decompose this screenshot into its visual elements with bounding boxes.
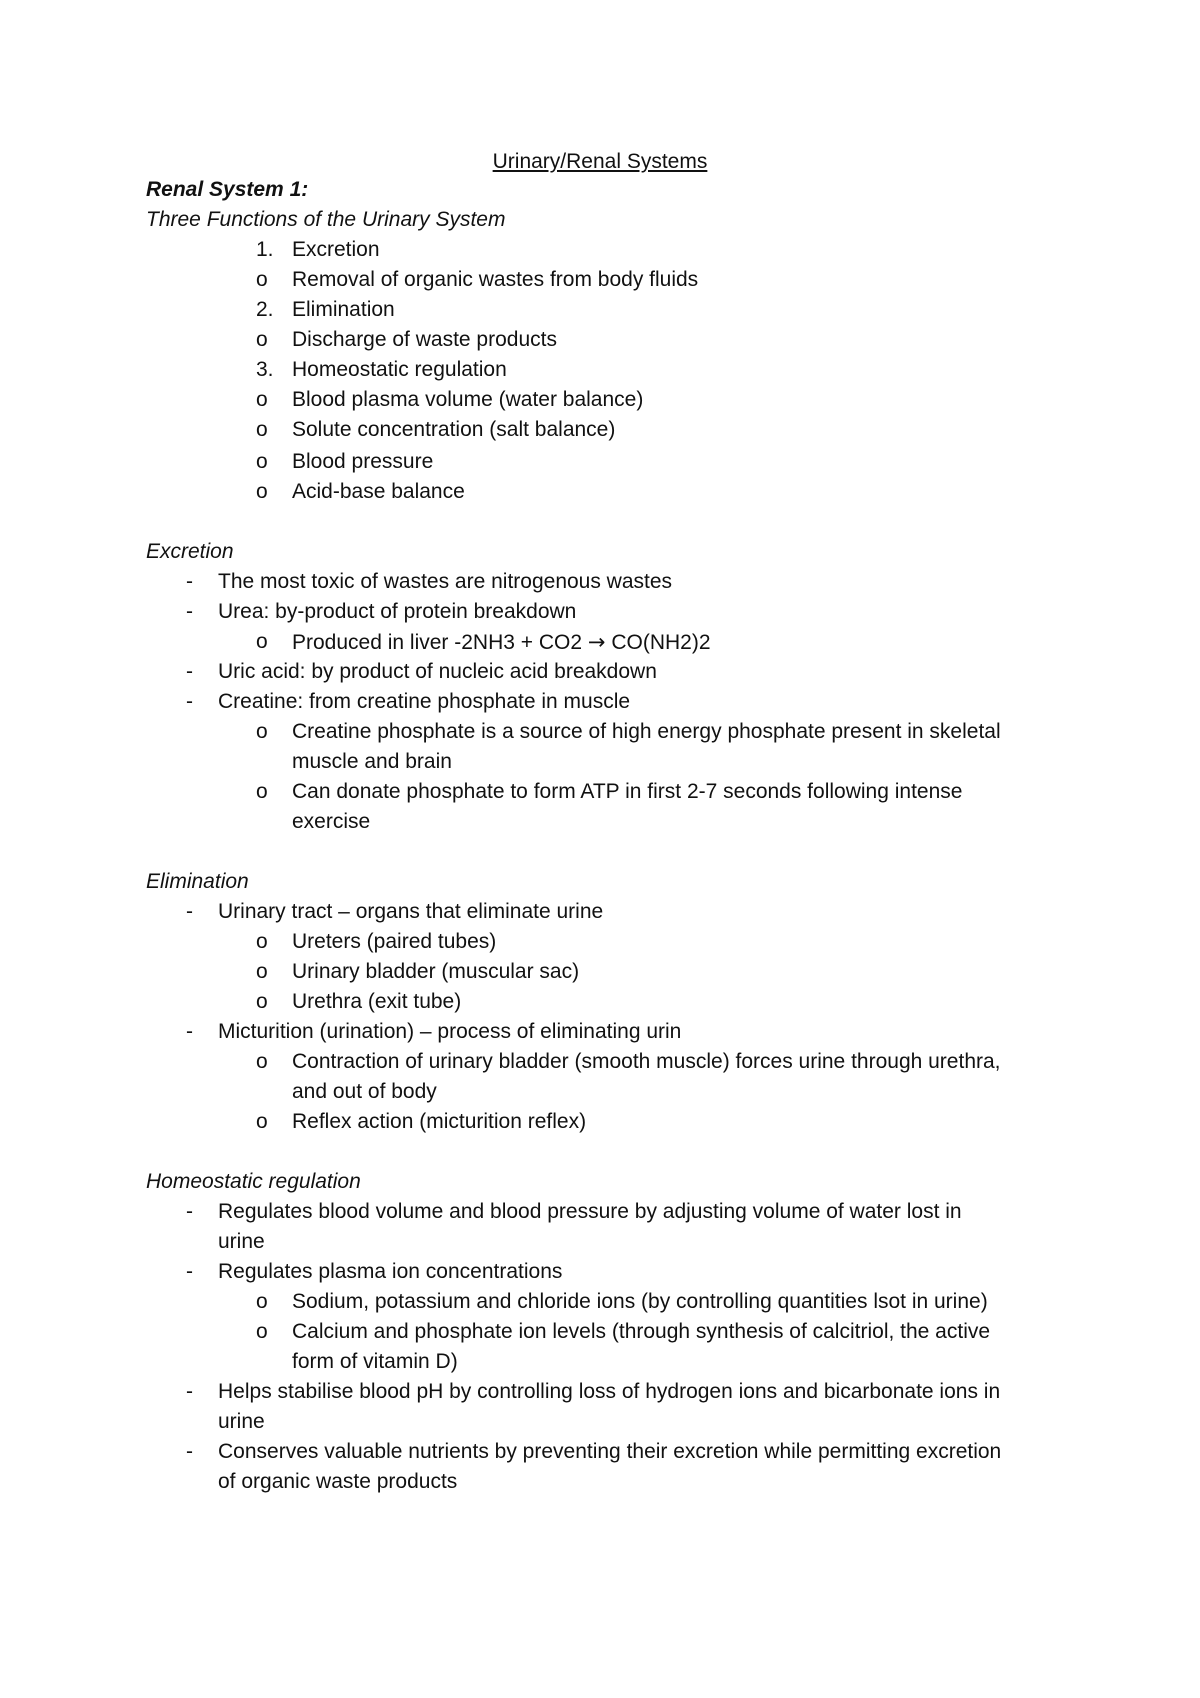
list-marker: o: [256, 388, 268, 411]
list-text: Micturition (urination) – process of eliminating urin: [218, 1020, 682, 1043]
dash-marker: -: [186, 660, 193, 683]
renal-system-heading: Renal System 1:: [146, 178, 309, 201]
list-item: [0, 1017, 1200, 1047]
list-item: [0, 1107, 1200, 1137]
list-text: and out of body: [292, 1080, 437, 1103]
list-marker: 2.: [256, 298, 274, 321]
list-item: [0, 1197, 1200, 1227]
section-heading: [0, 175, 1200, 205]
list-item: [0, 777, 1200, 807]
list-item: [0, 657, 1200, 687]
list-text: Helps stabilise blood pH by controlling loss of hydrogen ions and bicarbonate ions in: [218, 1380, 1001, 1403]
list-item: [0, 295, 1200, 325]
excretion-heading: Excretion: [146, 540, 234, 563]
dash-marker: -: [186, 1020, 193, 1043]
list-text: The most toxic of wastes are nitrogenous wastes: [218, 570, 673, 593]
three-functions-subheading: Three Functions of the Urinary System: [146, 208, 506, 231]
section-subheading: [0, 205, 1200, 235]
list-text: Can donate phosphate to form ATP in first 2-7 seconds following intense: [292, 780, 963, 803]
list-item: [0, 597, 1200, 627]
list-text: urine: [218, 1230, 265, 1253]
list-item: [0, 325, 1200, 355]
dash-marker: -: [186, 1380, 193, 1403]
list-text: Homeostatic regulation: [292, 358, 507, 381]
reaction-product: CO(NH2)2: [611, 631, 711, 654]
list-item-continuation: [0, 1467, 1200, 1497]
list-text: Creatine: from creatine phosphate in muscle: [218, 690, 631, 713]
list-text: Contraction of urinary bladder (smooth muscle) forces urine through urethra,: [292, 1050, 1001, 1073]
dash-marker: -: [186, 1200, 193, 1223]
right-arrow-icon: →: [587, 630, 606, 654]
list-text: Uric acid: by product of nucleic acid breakdown: [218, 660, 657, 683]
elimination-heading: Elimination: [146, 870, 249, 893]
list-item: [0, 1317, 1200, 1347]
list-text: [292, 627, 711, 658]
list-item: [0, 355, 1200, 385]
list-marker: o: [256, 418, 268, 441]
list-text: Blood plasma volume (water balance): [292, 388, 644, 411]
bullet-marker: o: [256, 630, 268, 653]
list-text: form of vitamin D): [292, 1350, 458, 1373]
list-item: [0, 1047, 1200, 1077]
bullet-marker: o: [256, 1050, 268, 1073]
list-item: [0, 447, 1200, 477]
list-item: [0, 1257, 1200, 1287]
bullet-marker: o: [256, 960, 268, 983]
list-text: Urethra (exit tube): [292, 990, 462, 1013]
section-heading: [0, 1167, 1200, 1197]
list-marker: o: [256, 328, 268, 351]
list-text: urine: [218, 1410, 265, 1433]
list-item: [0, 927, 1200, 957]
dash-marker: -: [186, 570, 193, 593]
section-heading: [0, 537, 1200, 567]
list-item-continuation: [0, 1347, 1200, 1377]
list-item: [0, 987, 1200, 1017]
dash-marker: -: [186, 690, 193, 713]
list-marker: 3.: [256, 358, 274, 381]
list-marker: o: [256, 480, 268, 503]
dash-marker: -: [186, 600, 193, 623]
bullet-marker: o: [256, 930, 268, 953]
list-text: Urea: by-product of protein breakdown: [218, 600, 577, 623]
list-text: Calcium and phosphate ion levels (through synthesis of calcitriol, the active: [292, 1320, 991, 1343]
bullet-marker: o: [256, 720, 268, 743]
list-item: [0, 1287, 1200, 1317]
list-text: Regulates plasma ion concentrations: [218, 1260, 563, 1283]
list-marker: 1.: [256, 238, 274, 261]
list-item: [0, 385, 1200, 415]
list-text: Urinary bladder (muscular sac): [292, 960, 580, 983]
page-title: Urinary/Renal Systems: [492, 150, 708, 173]
list-item-continuation: [0, 747, 1200, 777]
list-text: Excretion: [292, 238, 380, 261]
list-item: [0, 567, 1200, 597]
reaction-text: Produced in liver -2NH3 + CO2: [292, 631, 583, 654]
list-item-continuation: [0, 807, 1200, 837]
list-item: [0, 717, 1200, 747]
list-text: muscle and brain: [292, 750, 452, 773]
list-text: Elimination: [292, 298, 395, 321]
bullet-marker: o: [256, 1290, 268, 1313]
list-text: Reflex action (micturition reflex): [292, 1110, 587, 1133]
list-item: [0, 627, 1200, 657]
list-text: Urinary tract – organs that eliminate urine: [218, 900, 604, 923]
list-item-continuation: [0, 1407, 1200, 1437]
list-text: Ureters (paired tubes): [292, 930, 497, 953]
bullet-marker: o: [256, 990, 268, 1013]
list-item-continuation: [0, 1227, 1200, 1257]
list-item: [0, 897, 1200, 927]
list-item: [0, 477, 1200, 507]
section-heading: [0, 867, 1200, 897]
dash-marker: -: [186, 1440, 193, 1463]
list-text: exercise: [292, 810, 371, 833]
list-item: [0, 235, 1200, 265]
dash-marker: -: [186, 900, 193, 923]
list-text: Solute concentration (salt balance): [292, 418, 616, 441]
list-item: [0, 415, 1200, 445]
list-item: [0, 265, 1200, 295]
bullet-marker: o: [256, 1320, 268, 1343]
list-item-continuation: [0, 1077, 1200, 1107]
list-text: Creatine phosphate is a source of high energy phosphate present in skeletal: [292, 720, 1001, 743]
list-text: Sodium, potassium and chloride ions (by controlling quantities lsot in urine): [292, 1290, 988, 1313]
list-marker: o: [256, 268, 268, 291]
list-item: [0, 957, 1200, 987]
homeostatic-heading: Homeostatic regulation: [146, 1170, 361, 1193]
list-marker: o: [256, 450, 268, 473]
bullet-marker: o: [256, 780, 268, 803]
list-item: [0, 1437, 1200, 1467]
bullet-marker: o: [256, 1110, 268, 1133]
list-text: Blood pressure: [292, 450, 434, 473]
list-text: Removal of organic wastes from body fluids: [292, 268, 699, 291]
list-text: Acid-base balance: [292, 480, 465, 503]
list-item: [0, 1377, 1200, 1407]
list-text: Regulates blood volume and blood pressure by adjusting volume of water lost in: [218, 1200, 962, 1223]
list-text: Conserves valuable nutrients by preventing their excretion while permitting excretion: [218, 1440, 1002, 1463]
dash-marker: -: [186, 1260, 193, 1283]
list-text: of organic waste products: [218, 1470, 458, 1493]
list-item: [0, 687, 1200, 717]
list-text: Discharge of waste products: [292, 328, 557, 351]
